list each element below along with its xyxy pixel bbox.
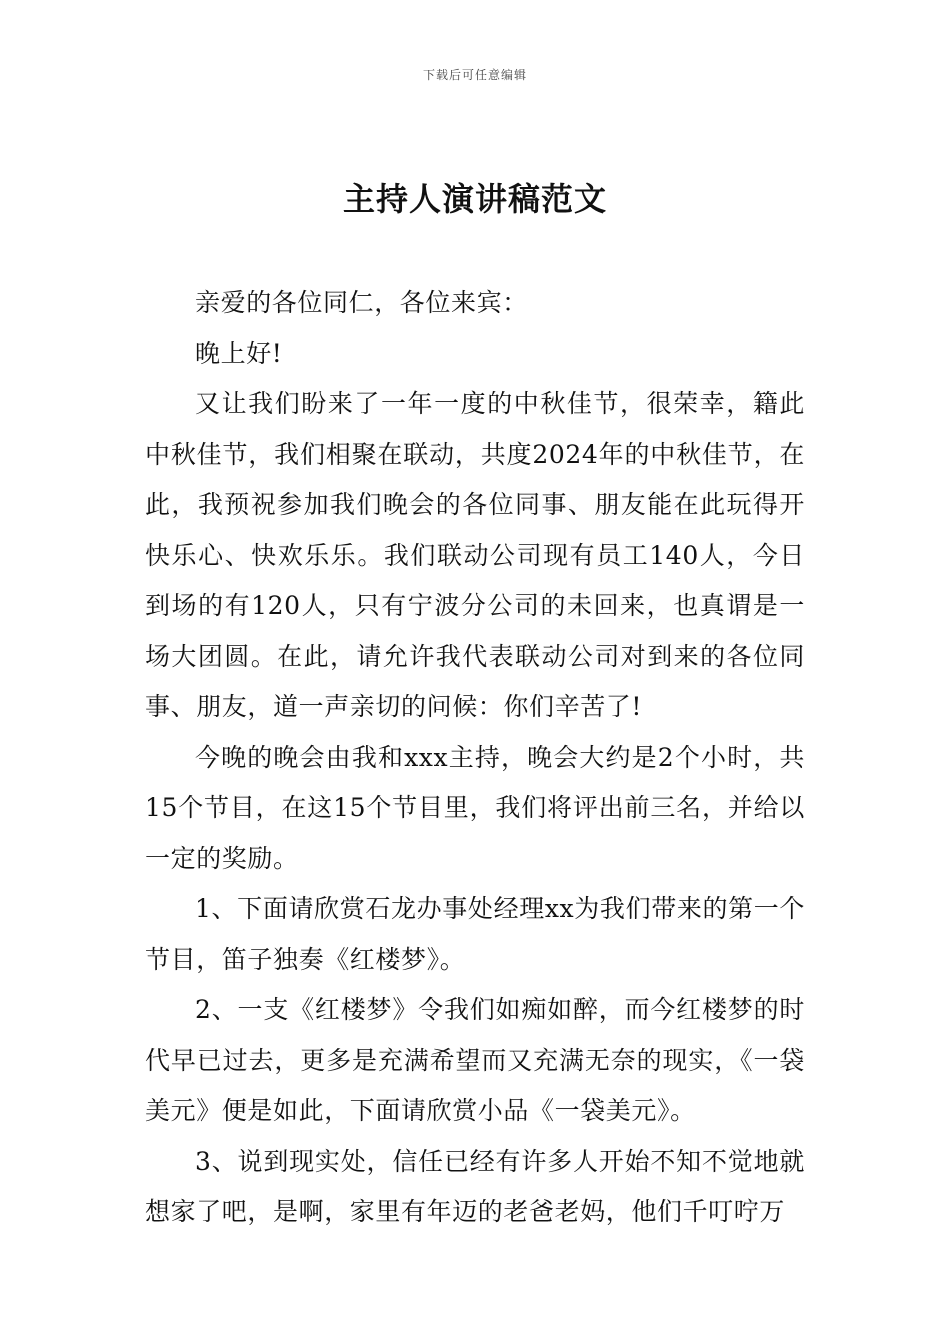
paragraph-program-intro: 今晚的晚会由我和xxx主持，晚会大约是2个小时，共15个节目，在这15个节目里，我们将评出前三名，并给以一定的奖励。	[145, 742, 805, 873]
document-body	[145, 278, 805, 1238]
document-title: 主持人演讲稿范文	[342, 180, 607, 218]
paragraph-item-1: 1、下面请欣赏石龙办事处经理xx为我们带来的第一个节目，笛子独奏《红楼梦》。	[145, 894, 805, 974]
paragraph-greeting: 亲爱的各位同仁，各位来宾：	[195, 288, 528, 317]
paragraph-item-2: 2、一支《红楼梦》令我们如痴如醉，而今红楼梦的时代早已过去，更多是充满希望而又充满无奈的现实，《一袋美元》便是如此，下面请欣赏小品《一袋美元》。	[145, 995, 805, 1125]
paragraph-item-3: 3、说到现实处，信任已经有许多人开始不知不觉地就想家了吧，是啊，家里有年迈的老爸老妈，他们千叮咛万	[145, 1146, 805, 1226]
paragraph-evening-greeting: 晚上好!	[195, 338, 283, 368]
header-note: 下载后可任意编辑	[422, 68, 527, 82]
paragraph-opening: 又让我们盼来了一年一度的中秋佳节，很荣幸，籍此中秋佳节，我们相聚在联动，共度2024年的中秋佳节，在此，我预祝参加我们晚会的各位同事、朋友能在此玩得开快乐心、快欢乐乐。我们联动公司现有员工140人，今日到场的有120人，只有宁波分公司的未回来，也真谓是一场大团圆。在此，请允许我代表联动公司对到来的各位同事、朋友，道一声亲切的问候：你们辛苦了!	[145, 389, 805, 721]
